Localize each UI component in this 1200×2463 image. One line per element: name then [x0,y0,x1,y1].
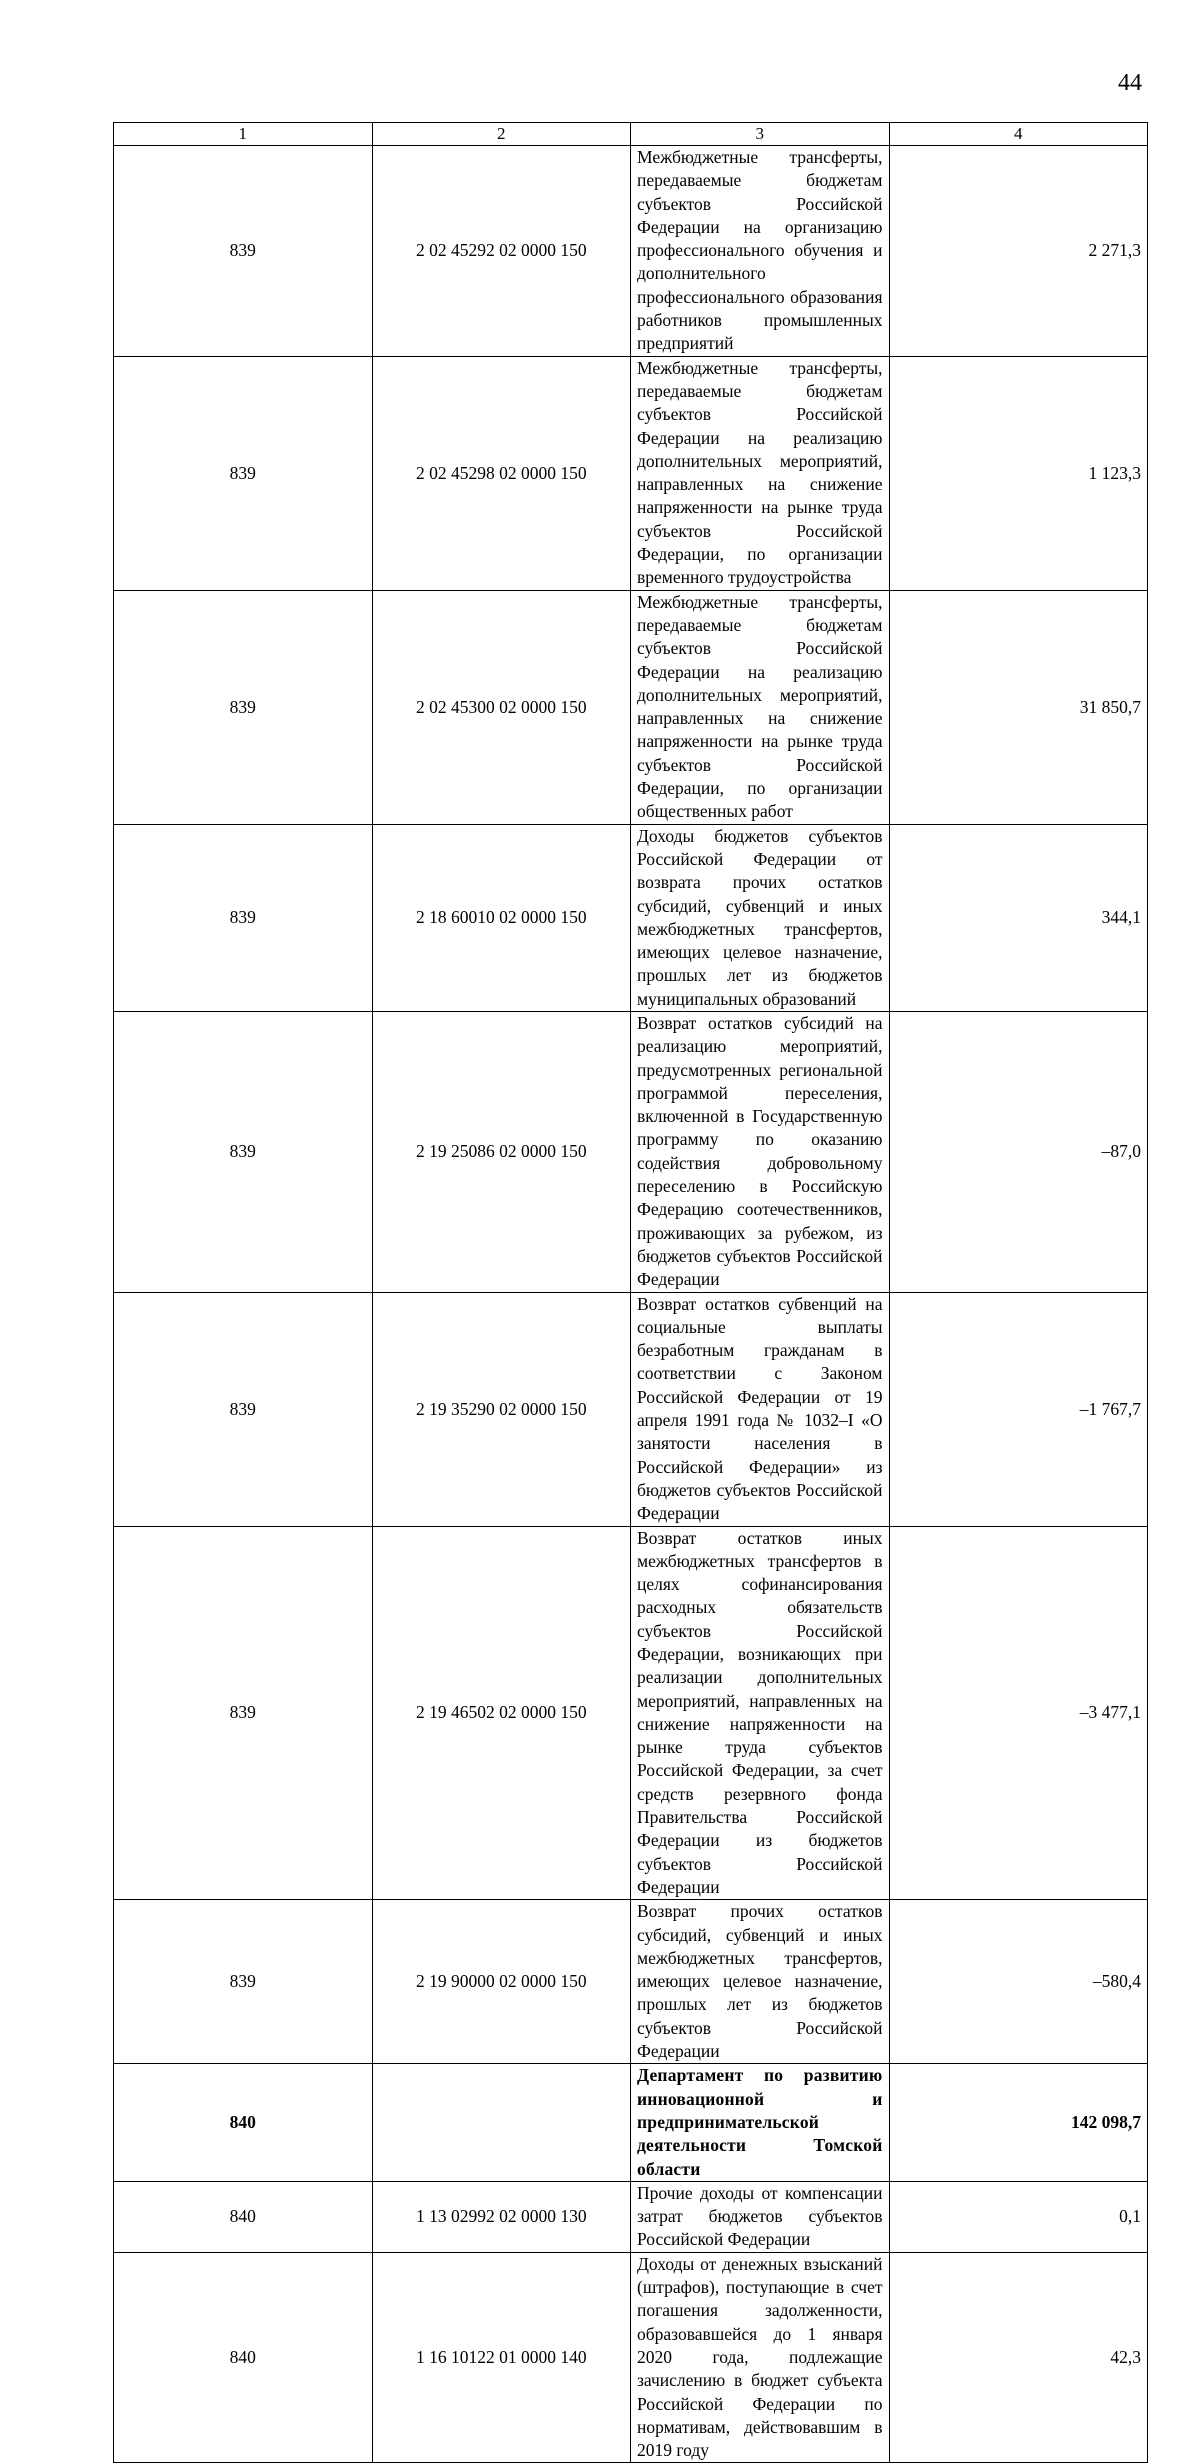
budget-revenue-table [113,122,1148,2463]
column-number-3: 3 [631,123,890,146]
kbk-code-cell: 2 18 60010 02 0000 150 [372,824,631,1011]
description-cell: Межбюджетные трансферты, передаваемые бюджетам субъектов Российской Федерации на организацию профессионального обучения и дополнительного профессионального образования работников промышленных предприятий [631,146,890,357]
admin-code-cell: 839 [114,824,373,1011]
kbk-code-cell: 2 02 45292 02 0000 150 [372,146,631,357]
description-cell: Возврат остатков иных межбюджетных трансфертов в целях софинансирования расходных обязательств субъектов Российской Федерации, возникающих при реализации дополнительных мероприятий, направленных на снижение напряженности на рынке труда субъектов Российской Федерации, за счет средств резервного фонда Правительства Российской Федерации из бюджетов субъектов Российской Федерации [631,1526,890,1900]
table-row [114,356,1148,590]
description-cell: Возврат прочих остатков субсидий, субвенций и иных межбюджетных трансфертов, имеющих целевое назначение, прошлых лет из бюджетов субъектов Российской Федерации [631,1900,890,2064]
kbk-code-cell: 2 19 35290 02 0000 150 [372,1292,631,1526]
amount-cell: –580,4 [889,1900,1148,2064]
table-row [114,590,1148,824]
amount-cell: 31 850,7 [889,590,1148,824]
kbk-code-cell: 2 02 45298 02 0000 150 [372,356,631,590]
amount-cell: 0,1 [889,2181,1148,2252]
amount-cell: 1 123,3 [889,356,1148,590]
column-number-1: 1 [114,123,373,146]
department-total-row [114,2064,1148,2181]
table-row [114,1292,1148,1526]
amount-cell: –1 767,7 [889,1292,1148,1526]
table-row [114,2252,1148,2463]
table-row [114,146,1148,357]
description-cell: Возврат остатков субвенций на социальные выплаты безработным гражданам в соответствии с Законом Российской Федерации от 19 апреля 1991 года № 1032–I «О занятости населения в Российской Федерации» из бюджетов субъектов Российской Федерации [631,1292,890,1526]
table-row [114,824,1148,1011]
kbk-code-cell: 2 19 90000 02 0000 150 [372,1900,631,2064]
page-number: 44 [1118,70,1142,96]
department-name-cell: Департамент по развитию инновационной и предпринимательской деятельности Томской области [631,2064,890,2181]
admin-code-cell: 839 [114,146,373,357]
admin-code-cell: 840 [114,2181,373,2252]
kbk-code-cell: 1 16 10122 01 0000 140 [372,2252,631,2463]
department-total-amount-cell: 142 098,7 [889,2064,1148,2181]
kbk-code-cell: 1 13 02992 02 0000 130 [372,2181,631,2252]
column-number-2: 2 [372,123,631,146]
description-cell: Прочие доходы от компенсации затрат бюджетов субъектов Российской Федерации [631,2181,890,2252]
admin-code-cell: 839 [114,356,373,590]
kbk-code-cell: 2 19 46502 02 0000 150 [372,1526,631,1900]
admin-code-cell: 839 [114,1292,373,1526]
description-cell: Возврат остатков субсидий на реализацию мероприятий, предусмотренных региональной программой переселения, включенной в Государственную программу по оказанию содействия добровольному переселению в Российскую Федерацию соотечественников, проживающих за рубежом, из бюджетов субъектов Российской Федерации [631,1011,890,1292]
admin-code-cell: 839 [114,590,373,824]
kbk-code-cell: 2 02 45300 02 0000 150 [372,590,631,824]
table-row [114,1526,1148,1900]
column-number-4: 4 [889,123,1148,146]
description-cell: Межбюджетные трансферты, передаваемые бюджетам субъектов Российской Федерации на реализацию дополнительных мероприятий, направленных на снижение напряженности на рынке труда субъектов Российской Федерации, по организации временного трудоустройства [631,356,890,590]
table-row [114,2181,1148,2252]
admin-code-cell: 839 [114,1011,373,1292]
amount-cell: –3 477,1 [889,1526,1148,1900]
admin-code-cell: 840 [114,2064,373,2181]
description-cell: Доходы от денежных взысканий (штрафов), поступающие в счет погашения задолженности, образовавшейся до 1 января 2020 года, подлежащие зачислению в бюджет субъекта Российской Федерации по нормативам, действовавшим в 2019 году [631,2252,890,2463]
amount-cell: –87,0 [889,1011,1148,1292]
table-header-row [114,123,1148,146]
admin-code-cell: 840 [114,2252,373,2463]
table-row [114,1011,1148,1292]
table-row [114,1900,1148,2064]
kbk-code-cell: 2 19 25086 02 0000 150 [372,1011,631,1292]
description-cell: Доходы бюджетов субъектов Российской Федерации от возврата прочих остатков субсидий, субвенций и иных межбюджетных трансфертов, имеющих целевое назначение, прошлых лет из бюджетов муниципальных образований [631,824,890,1011]
admin-code-cell: 839 [114,1900,373,2064]
admin-code-cell: 839 [114,1526,373,1900]
kbk-code-cell [372,2064,631,2181]
amount-cell: 344,1 [889,824,1148,1011]
amount-cell: 2 271,3 [889,146,1148,357]
description-cell: Межбюджетные трансферты, передаваемые бюджетам субъектов Российской Федерации на реализацию дополнительных мероприятий, направленных на снижение напряженности на рынке труда субъектов Российской Федерации, по организации общественных работ [631,590,890,824]
amount-cell: 42,3 [889,2252,1148,2463]
